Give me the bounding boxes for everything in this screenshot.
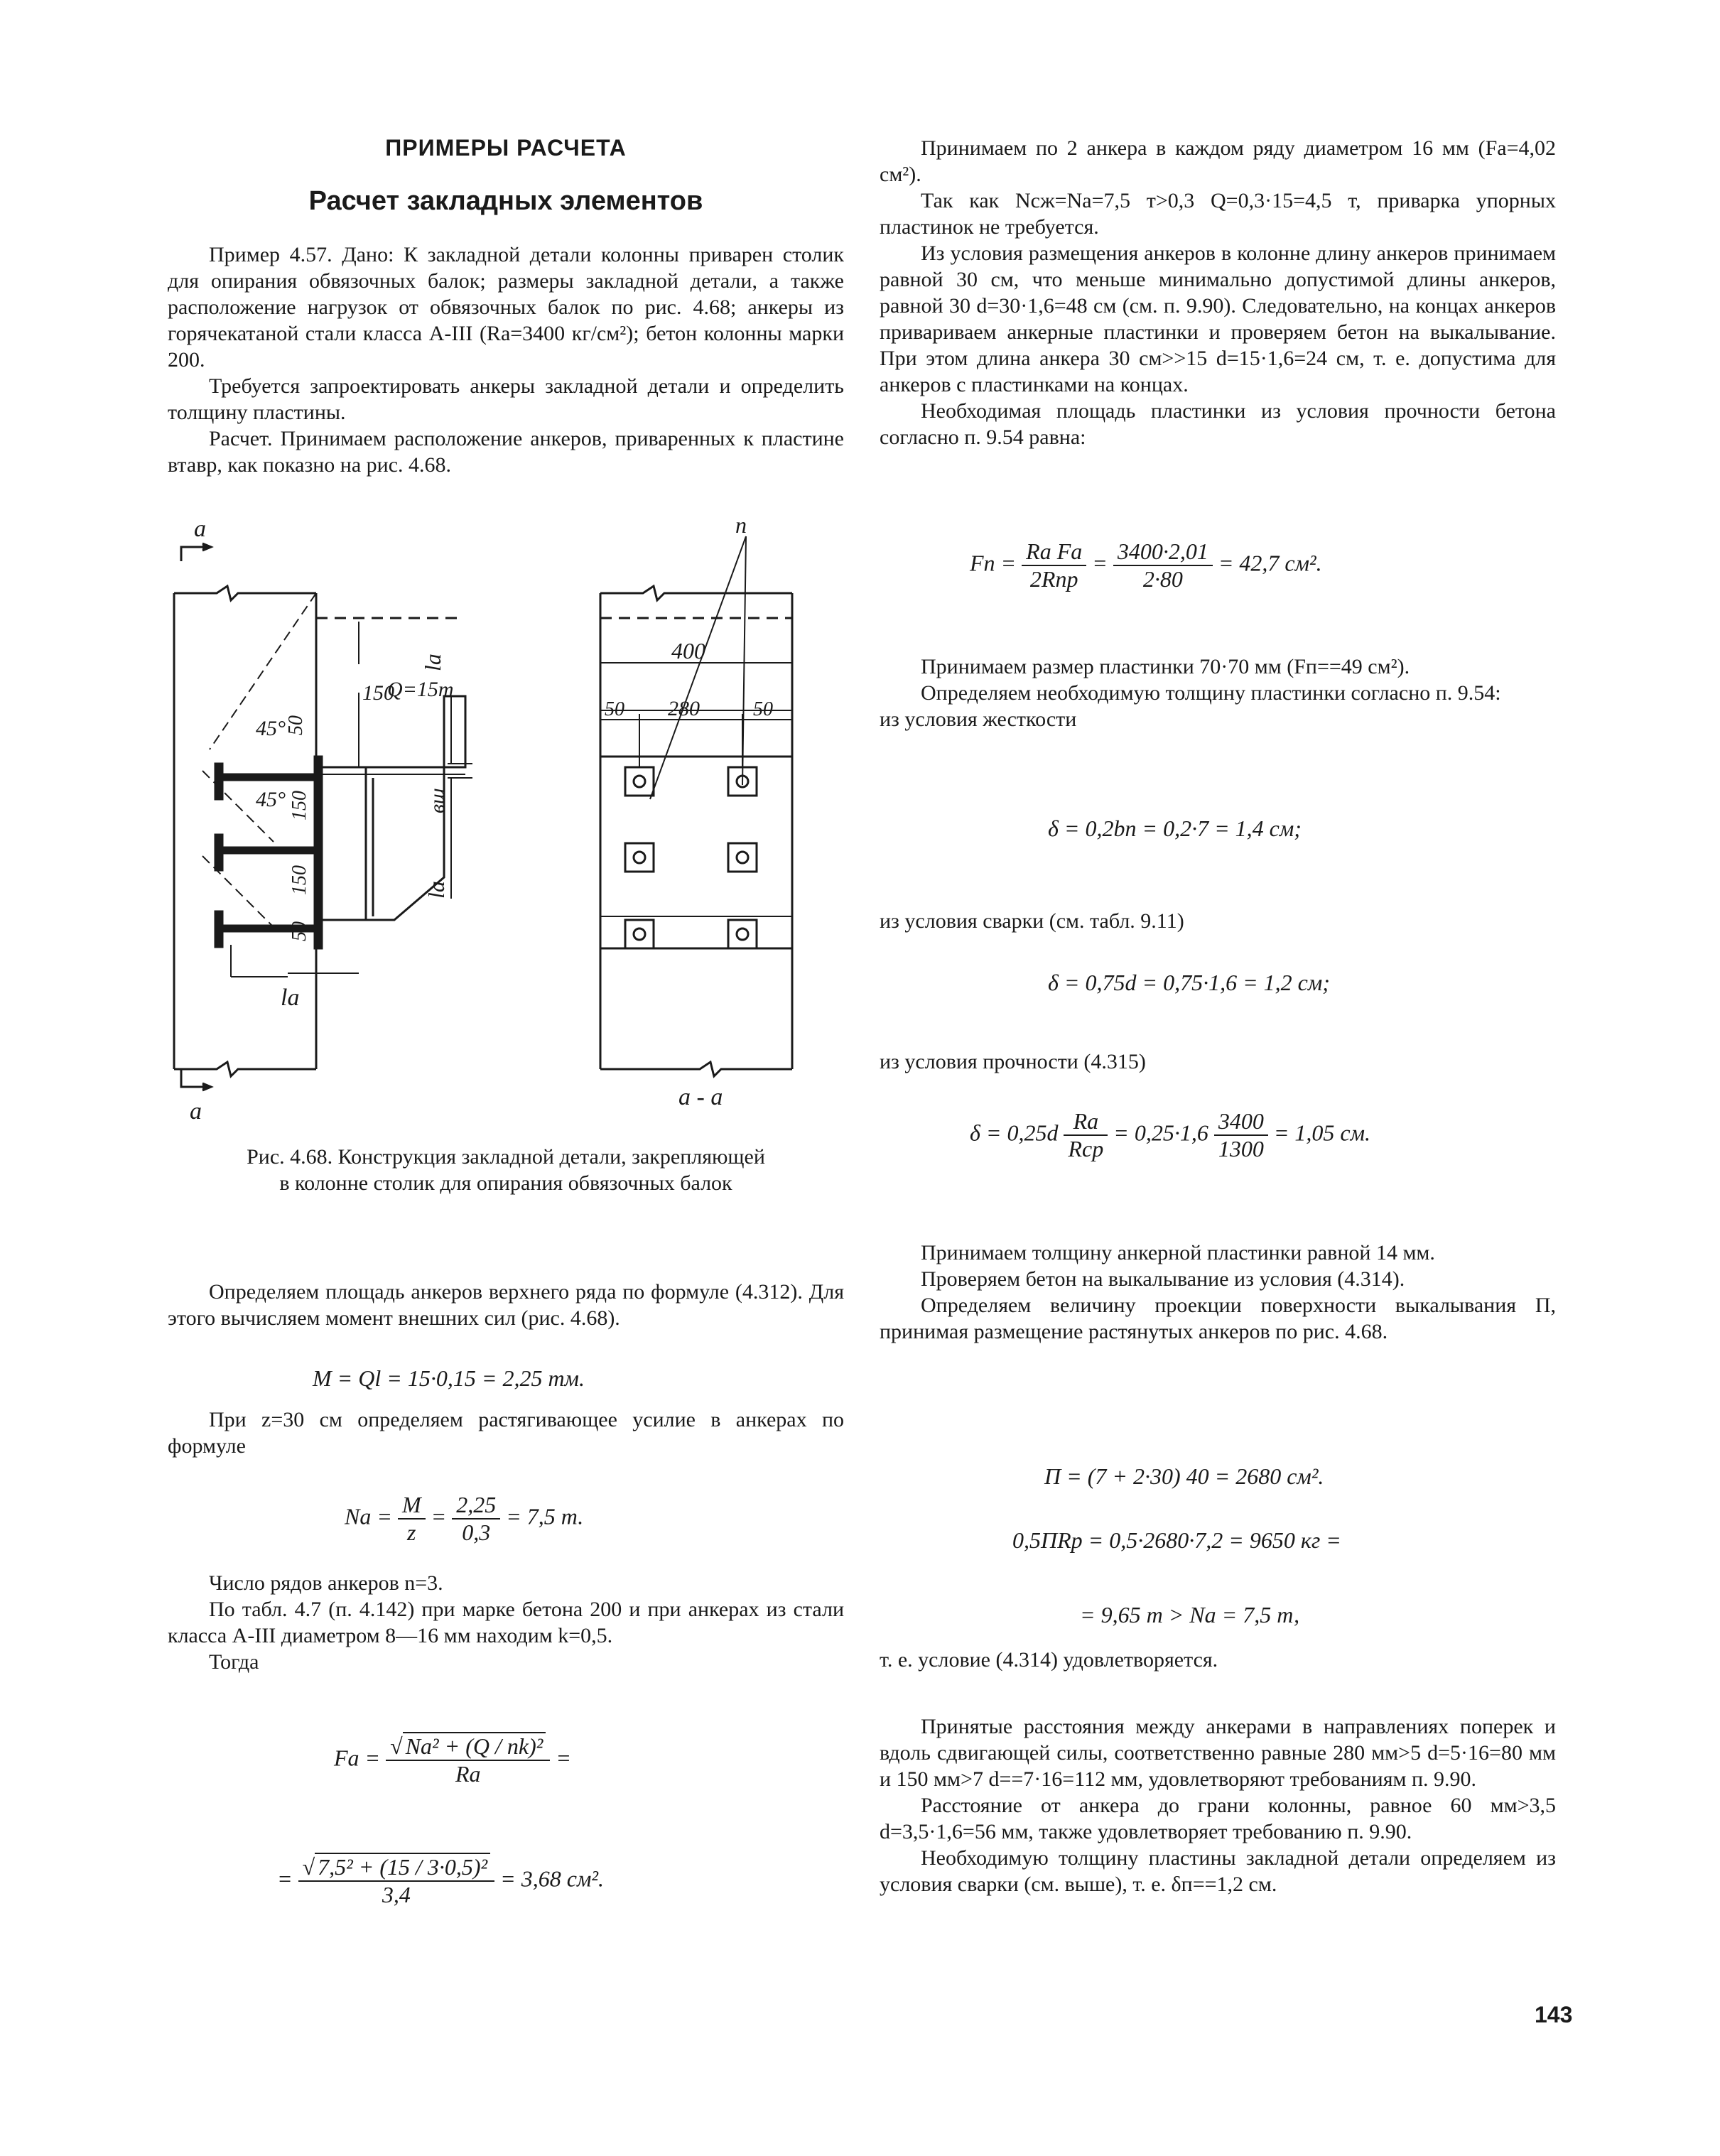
right-paragraph-4: Необходимая площадь пластинки из условия прочности бетона согласно п. 9.54 равна:: [880, 399, 1556, 449]
right-paragraph-2: Так как Nсж=Nа=7,5 т>0,3 Q=0,3·15=4,5 т, приварка упорных пластинок не требуется.: [880, 189, 1556, 239]
section-heading: ПРИМЕРЫ РАСЧЕТА: [385, 135, 627, 161]
right-paragraph-15: Расстояние от анкера до грани колонны, равное 60 мм>3,5 d=3,5·1,6=56 мм, также удовлетворяет требованию п. 9.90.: [880, 1794, 1556, 1843]
angle-45-mid: 45°: [256, 788, 286, 811]
dim-150-v-b: 150: [288, 865, 310, 895]
caption-line-2: в колонне столик для опирания обвязочных балок: [279, 1171, 732, 1195]
left-paragraph-5: При z=30 см определяем растягивающее усилие в анкерах по формуле: [168, 1408, 844, 1458]
formula-na-rhs: = 7,5 т.: [506, 1503, 584, 1529]
section-mark-top: a: [194, 522, 206, 542]
right-paragraph-12: Определяем величину проекции поверхности выкалывания П, принимая размещение растянутых анкеров по рис. 4.68.: [880, 1294, 1556, 1343]
left-paragraph-8: Тогда: [209, 1650, 259, 1674]
right-paragraph-11: Проверяем бетон на выкалывание из условия (4.314).: [921, 1267, 1405, 1291]
right-paragraph-1: Принимаем по 2 анкера в каждом ряду диаметром 16 мм (Fа=4,02 см²).: [880, 136, 1556, 186]
formula-fa: Fа = $\frac{\text{√ Nа² + (Q / nk)²}}{Rа}$ =: [334, 1733, 571, 1787]
dim-50-left: 50: [605, 698, 624, 720]
formula-p1: П = (7 + 2·30) 40 = 2680 см².: [1044, 1463, 1324, 1489]
right-paragraph-13: т. е. условие (4.314) удовлетворяется.: [880, 1648, 1218, 1672]
formula-p2: 0,5ПRр = 0,5·2680·7,2 = 9650 кг =: [1012, 1527, 1341, 1553]
dim-la-bottom: la: [281, 985, 300, 1011]
load-q: Q=15т: [387, 678, 454, 701]
dim-400: 400: [671, 638, 705, 663]
left-paragraph-3: Расчет. Принимаем расположение анкеров, приваренных к пластине втавр, как показно на рис. 4.68.: [168, 427, 844, 477]
right-paragraph-9: из условия прочности (4.315): [880, 1050, 1146, 1073]
figure-4-68: [160, 522, 842, 1130]
section-mark-bottom: a: [190, 1098, 202, 1125]
formula-fa-lhs: Fа =: [334, 1745, 381, 1771]
left-paragraph-1: Пример 4.57. Дано: К закладной детали колонны приварен столик для опирания обвязочных балок; размеры закладной детали, а также расположение нагрузок от обвязочных балок по рис. 4.68; анкеры из горячекатаной стали класса А-III (Rа=3400 кг/см²); бетон колонны марки 200.: [168, 243, 844, 372]
right-paragraph-5: Принимаем размер пластинки 70·70 мм (Fп==49 см²).: [921, 655, 1410, 678]
angle-45-top: 45°: [256, 717, 286, 740]
formula-delta-3: δ = 0,25d $\frac{Rа}{\text{Rср}}$ = 0,25·1,6 $\frac{3400}{1300}$ = 1,05 см.: [970, 1108, 1371, 1161]
dim-150-v-a: 150: [288, 791, 310, 820]
dim-50-v-bottom: 50: [288, 921, 310, 941]
dim-150-top: 150: [362, 681, 394, 705]
label-n: п: [735, 522, 747, 538]
formula-fp: Fп = $\frac{\text{Rа Fа}}{\text{2Rпр}}$ = $\frac{3400\cdot 2,01}{2\cdot 80}$ = 42,7 см².: [970, 538, 1322, 592]
formula-fa2-frac: $\frac{\text{√ 7,5² + (15 / 3·0,5)²}}{3,4}$: [298, 1854, 495, 1908]
formula-na-lhs: Nа =: [345, 1503, 392, 1529]
dim-280: 280: [668, 697, 700, 720]
dim-la-top: la: [420, 654, 445, 671]
dim-bsh: вш: [426, 788, 449, 813]
formula-p3: = 9,65 т > Nа = 7,5 т,: [1080, 1602, 1300, 1627]
left-paragraph-7: По табл. 4.7 (п. 4.142) при марке бетона 200 и при анкерах из стали класса А-III диаметром 8—16 мм находим k=0,5.: [168, 1598, 844, 1647]
right-paragraph-7: из условия жесткости: [880, 708, 1077, 731]
dim-la-mid: la: [423, 881, 449, 899]
formula-na-frac2: $\frac{2,25}{0,3}$: [452, 1492, 500, 1546]
formula-delta-1: δ = 0,2bп = 0,2·7 = 1,4 см;: [1048, 816, 1302, 841]
subsection-heading: Расчет закладных элементов: [308, 186, 703, 216]
formula-fp-frac2: $\frac{3400\cdot 2,01}{2\cdot 80}$: [1113, 538, 1213, 592]
formula-delta-2: δ = 0,75d = 0,75·1,6 = 1,2 см;: [1048, 970, 1330, 995]
dim-50-right: 50: [753, 698, 773, 720]
caption-line-1: Рис. 4.68. Конструкция закладной детали, закрепляющей: [247, 1145, 765, 1169]
right-paragraph-6: Определяем необходимую толщину пластинки согласно п. 9.54:: [921, 681, 1501, 705]
right-paragraph-16: Необходимую толщину пластины закладной детали определяем из условия сварки (см. выше), т. е. δп==1,2 см.: [880, 1846, 1556, 1896]
formula-na-frac1: $\frac{M}{z}$: [398, 1492, 426, 1546]
right-paragraph-14: Принятые расстояния между анкерами в направлениях поперек и вдоль сдвигающей силы, соответственно равные 280 мм>5 d=5·16=80 мм и 150 мм>7 d==7·16=112 мм, удовлетворяют требованиям п. 9.90.: [880, 1715, 1556, 1791]
left-paragraph-4: Определяем площадь анкеров верхнего ряда по формуле (4.312). Для этого вычисляем момент внешних сил (рис. 4.68).: [168, 1280, 844, 1330]
formula-moment: M = Ql = 15·0,15 = 2,25 тм.: [313, 1365, 585, 1391]
figure-caption: [168, 1144, 844, 1196]
page-number: 143: [1535, 2002, 1573, 2027]
right-paragraph-10: Принимаем толщину анкерной пластинки равной 14 мм.: [921, 1241, 1435, 1264]
right-paragraph-8: из условия сварки (см. табл. 9.11): [880, 909, 1184, 933]
formula-fa-frac: $\frac{\text{√ Nа² + (Q / nk)²}}{Rа}$: [386, 1733, 550, 1787]
right-paragraph-3: Из условия размещения анкеров в колонне длину анкеров принимаем равной 30 см, что меньше минимально допустимой длины анкеров, равной 30 d=30·1,6=48 см (см. п. 9.90). Следовательно, на концах анкеров привариваем анкерные пластинки и проверяем бетон на выкалывание. При этом длина анкера 30 см>>15 d=15·1,6=24 см, т. е. допустима для анкеров с пластинками на концах.: [880, 242, 1556, 396]
section-label-aa: a - a: [678, 1084, 723, 1110]
left-paragraph-6: Число рядов анкеров n=3.: [209, 1571, 443, 1595]
left-paragraph-2: Требуется запроектировать анкеры закладной детали и определить толщину пластины.: [168, 374, 844, 424]
formula-fa-numeric: = $\frac{\text{√ 7,5² + (15 / 3·0,5)²}}{3,4}$ = 3,68 см².: [277, 1854, 604, 1907]
formula-na: Nа = $\frac{M}{z}$ = $\frac{2,25}{0,3}$ = 7,5 т.: [345, 1492, 584, 1545]
dim-50-v-top: 50: [285, 715, 307, 735]
formula-fp-frac1: $\frac{\text{Rа Fа}}{\text{2Rпр}}$: [1022, 538, 1086, 592]
